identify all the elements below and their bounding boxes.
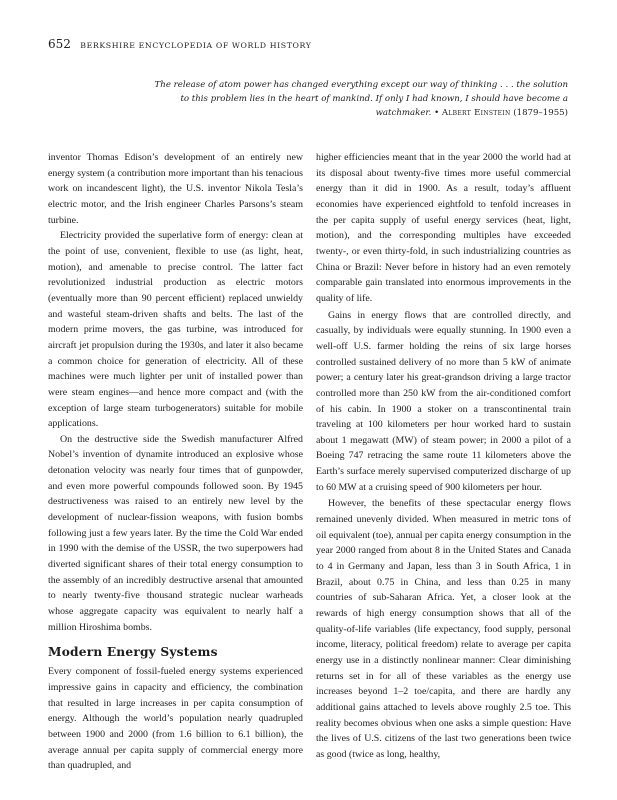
body-paragraph: Every component of fossil-fueled energy systems experienced impressive gains in capacity and efficiency, the combination that resulted in large increases in per capita consumption of energy. Although the world’s population nearly quadrupled between 1900 and 2000 (from 1.6 billion to 6.1 billion), the average annual per capita supply of commercial energy more than quadrupled, and: [48, 666, 303, 772]
epigraph-author: Albert Einstein: [441, 108, 511, 119]
body-paragraph: Gains in energy flows that are controlled directly, and casually, by individuals were equally stunning. In 1900 even a well-off U.S. farmer holding the reins of six large horses controlled sustained delivery of no more than 5 kW of animate power; a century later his great-grandson driving a large tractor controlled more than 250 kW from the air-conditioned comfort of his cabin. In 1900 a stoker on a transcontinental train traveling at 100 kilometers per hour worked hard to sustain about 1 megawatt (MW) of steam power; in 2000 a pilot of a Boeing 747 retracing the same route 11 kilometers above the Earth’s surface merely supervised computerized discharge of up to 60 MW at a cruising speed of 900 kilometers per hour.: [316, 309, 571, 493]
body-paragraph: However, the benefits of these spectacular energy flows remained unevenly divided. When measured in metric tons of oil equivalent (toe), annual per capita energy consumption in the year 2000 ranged from about 8 in the United States and Canada to 4 in Germany and Japan, less than 3 in South Africa, 1 in Brazil, about 0.75 in China, and less than 0.25 in many countries of sub-Saharan Africa. Yet, a closer look at the rewards of high energy consumption shows that all of the quality-of-life variables (life expectancy, food supply, personal income, literacy, political freedom) relate to average per capita energy use in a distinctly nonlinear manner: Clear diminishing returns set in for all of these variables as the energy use increases beyond 1–2 toe/capita, and there are hardly any additional gains attached to levels above roughly 2.5 toe. This reality becomes obvious when one asks a simple question: Have the lives of U.S. citizens of the last two generations been twice as good (twice as long, healthy,: [316, 498, 571, 760]
epigraph: [148, 78, 568, 121]
epigraph-attribution: [434, 108, 568, 118]
epigraph-bullet: •: [434, 108, 440, 119]
running-title: BERKSHIRE ENCYCLOPEDIA OF WORLD HISTORY: [80, 41, 312, 50]
body-paragraph: higher efficiencies meant that in the year 2000 the world had at its disposal about twenty-five times more useful commercial energy than it did in 1900. As a result, today’s affluent economies have experienced eightfold to tenfold increases in the per capita supply of useful energy services (heat, light, motion), and the corresponding multiples have exceeded twenty-, or even thirty-fold, in such industrializing countries as China or Brazil: Never before in history had an even remotely comparable gain translated into enormous improvements in the quality of life.: [316, 152, 571, 304]
body-paragraph: On the destructive side the Swedish manufacturer Alfred Nobel’s invention of dynamite introduced an explosive whose detonation velocity was nearly four times that of gunpowder, and even more powerful compounds followed soon. By 1945 destructiveness was raised to an entirely new level by the development of nuclear-fission weapons, with fusion bombs following just a few years later. By the time the Cold War ended in 1990 with the demise of the USSR, the two superpowers had diverted significant shares of their total energy consumption to the assembly of an incredibly destructive arsenal that amounted to nearly twenty-five thousand strategic nuclear warheads whose aggregate capacity was equivalent to nearly half a million Hiroshima bombs.: [48, 433, 303, 633]
running-head: [48, 37, 312, 51]
epigraph-text: The release of atom power has changed everything except our way of thinking . . . the solution to this problem lies in the heart of mankind. If only I had known, I should have become a watchmaker.: [154, 80, 568, 119]
left-column: [48, 150, 303, 774]
right-column: [316, 150, 571, 763]
body-paragraph: inventor Thomas Edison’s development of an entirely new energy system (a contribution more important than his tenacious work on incandescent light), the U.S. inventor Nikola Tesla’s electric motor, and the Irish engineer Charles Parsons’s steam turbine.: [48, 152, 303, 226]
epigraph-dates: (1879–1955): [513, 108, 568, 119]
section-heading: Modern Energy Systems: [48, 645, 218, 660]
page-number: 652: [48, 37, 71, 51]
body-paragraph: Electricity provided the superlative form of energy: clean at the point of use, convenient, flexible to use (as light, heat, motion), and amenable to precise control. The latter fact revolutionized industrial production as electric motors (eventually more than 90 percent efficient) replaced unwieldy and wasteful steam-driven shafts and belts. The last of the modern prime movers, the gas turbine, was introduced for aircraft jet propulsion during the 1930s, and later it also became a common choice for generation of electricity. All of these machines were much lighter per unit of installed power than were steam engines—and hence more compact and (with the exception of large steam turbogenerators) suitable for mobile applications.: [48, 230, 303, 430]
